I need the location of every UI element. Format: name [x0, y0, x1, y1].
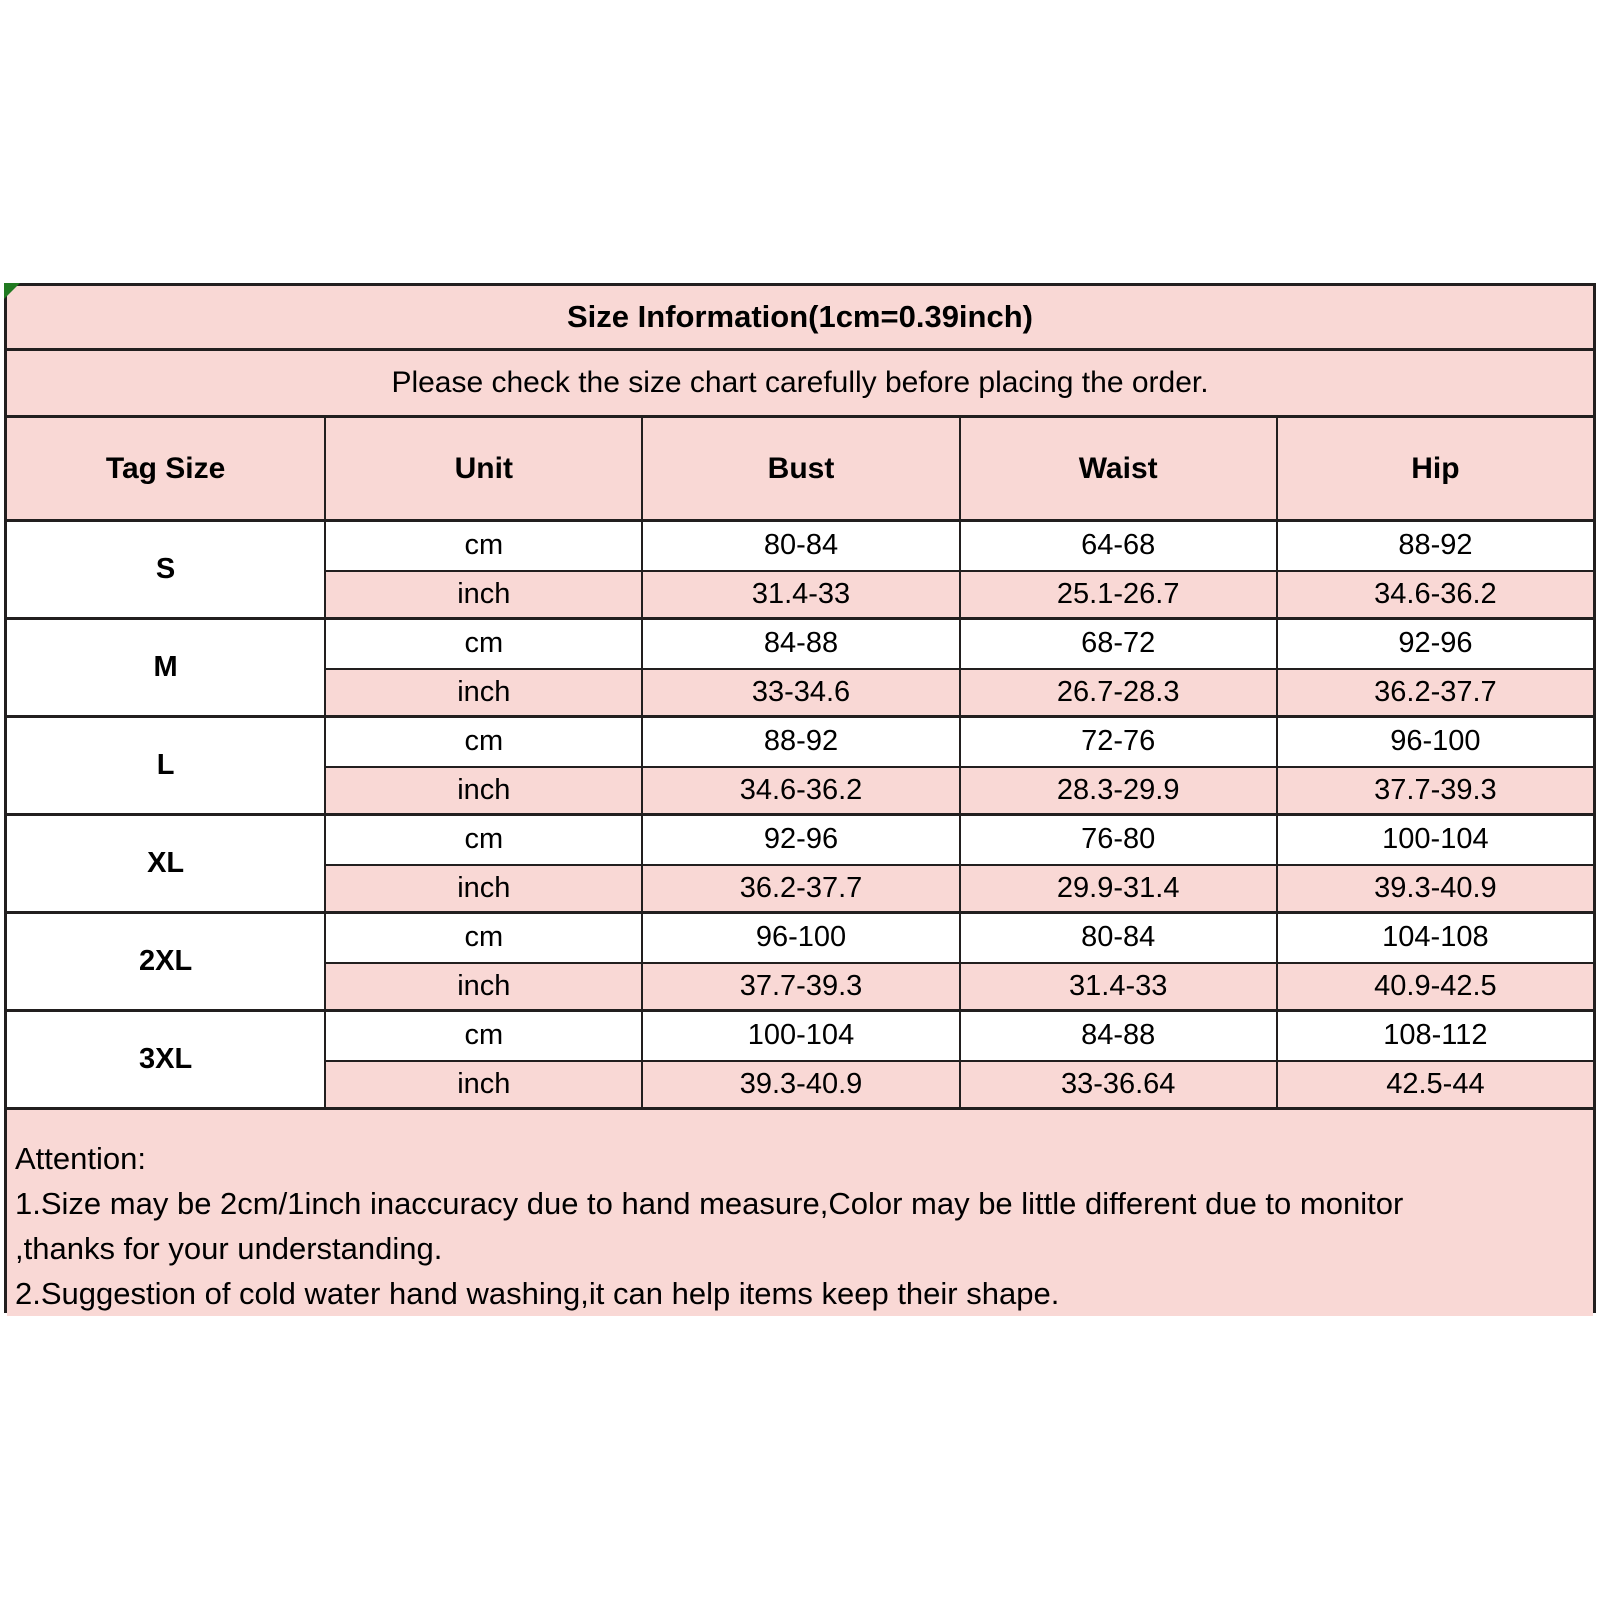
table-title: Size Information(1cm=0.39inch) — [7, 286, 1593, 348]
tag-size-label: 2XL — [7, 914, 324, 1009]
waist-inch-value: 29.9-31.4 — [959, 864, 1276, 912]
size-row-l — [7, 715, 1593, 813]
bust-cm-value: 96-100 — [641, 914, 958, 962]
unit-label-cm: cm — [324, 914, 641, 962]
tag-size-label: XL — [7, 816, 324, 911]
waist-inch-value: 26.7-28.3 — [959, 668, 1276, 716]
hip-inch-value: 39.3-40.9 — [1276, 864, 1593, 912]
size-row-m — [7, 617, 1593, 715]
hip-cm-value: 92-96 — [1276, 620, 1593, 668]
size-row-xl — [7, 813, 1593, 911]
tag-size-label: L — [7, 718, 324, 813]
unit-label-cm: cm — [324, 620, 641, 668]
unit-label-inch: inch — [324, 570, 641, 618]
bust-cm-value: 84-88 — [641, 620, 958, 668]
size-row-3xl — [7, 1009, 1593, 1107]
bust-inch-value: 37.7-39.3 — [641, 962, 958, 1010]
unit-label-cm: cm — [324, 718, 641, 766]
column-header-unit: Unit — [324, 418, 641, 519]
waist-cm-value: 80-84 — [959, 914, 1276, 962]
unit-label-cm: cm — [324, 522, 641, 570]
waist-inch-value: 25.1-26.7 — [959, 570, 1276, 618]
tag-size-label: M — [7, 620, 324, 715]
hip-cm-value: 100-104 — [1276, 816, 1593, 864]
bust-cm-value: 80-84 — [641, 522, 958, 570]
bust-inch-value: 33-34.6 — [641, 668, 958, 716]
waist-cm-value: 68-72 — [959, 620, 1276, 668]
unit-label-cm: cm — [324, 1012, 641, 1060]
waist-inch-value: 31.4-33 — [959, 962, 1276, 1010]
attention-line-1: 1.Size may be 2cm/1inch inaccuracy due to hand measure,Color may be little different due to monitor — [15, 1186, 1404, 1221]
attention-line-2: ,thanks for your understanding. — [15, 1231, 443, 1266]
tag-size-label: 3XL — [7, 1012, 324, 1107]
bust-inch-value: 39.3-40.9 — [641, 1060, 958, 1108]
bust-cm-value: 100-104 — [641, 1012, 958, 1060]
hip-inch-value: 42.5-44 — [1276, 1060, 1593, 1108]
size-chart-table — [4, 283, 1596, 1313]
hip-inch-value: 37.7-39.3 — [1276, 766, 1593, 814]
hip-cm-value: 96-100 — [1276, 718, 1593, 766]
bust-inch-value: 31.4-33 — [641, 570, 958, 618]
unit-label-inch: inch — [324, 668, 641, 716]
waist-inch-value: 28.3-29.9 — [959, 766, 1276, 814]
size-row-2xl — [7, 911, 1593, 1009]
waist-cm-value: 64-68 — [959, 522, 1276, 570]
column-header-waist: Waist — [959, 418, 1276, 519]
hip-cm-value: 104-108 — [1276, 914, 1593, 962]
bust-cm-value: 88-92 — [641, 718, 958, 766]
table-header-row — [7, 415, 1593, 519]
tag-size-label: S — [7, 522, 324, 617]
hip-inch-value: 40.9-42.5 — [1276, 962, 1593, 1010]
size-row-s — [7, 519, 1593, 617]
hip-inch-value: 36.2-37.7 — [1276, 668, 1593, 716]
column-header-bust: Bust — [641, 418, 958, 519]
unit-label-inch: inch — [324, 864, 641, 912]
hip-inch-value: 34.6-36.2 — [1276, 570, 1593, 618]
bust-inch-value: 36.2-37.7 — [641, 864, 958, 912]
unit-label-inch: inch — [324, 766, 641, 814]
unit-label-inch: inch — [324, 1060, 641, 1108]
hip-cm-value: 88-92 — [1276, 522, 1593, 570]
waist-cm-value: 84-88 — [959, 1012, 1276, 1060]
unit-label-cm: cm — [324, 816, 641, 864]
bust-cm-value: 92-96 — [641, 816, 958, 864]
column-header-hip: Hip — [1276, 418, 1593, 519]
waist-inch-value: 33-36.64 — [959, 1060, 1276, 1108]
waist-cm-value: 72-76 — [959, 718, 1276, 766]
hip-cm-value: 108-112 — [1276, 1012, 1593, 1060]
column-header-tag-size: Tag Size — [105, 451, 226, 485]
attention-note — [7, 1107, 1593, 1316]
table-subtitle: Please check the size chart carefully before placing the order. — [7, 348, 1593, 415]
attention-line-3: 2.Suggestion of cold water hand washing,it can help items keep their shape. — [15, 1276, 1060, 1311]
unit-label-inch: inch — [324, 962, 641, 1010]
attention-heading: Attention: — [15, 1141, 146, 1176]
bust-inch-value: 34.6-36.2 — [641, 766, 958, 814]
waist-cm-value: 76-80 — [959, 816, 1276, 864]
